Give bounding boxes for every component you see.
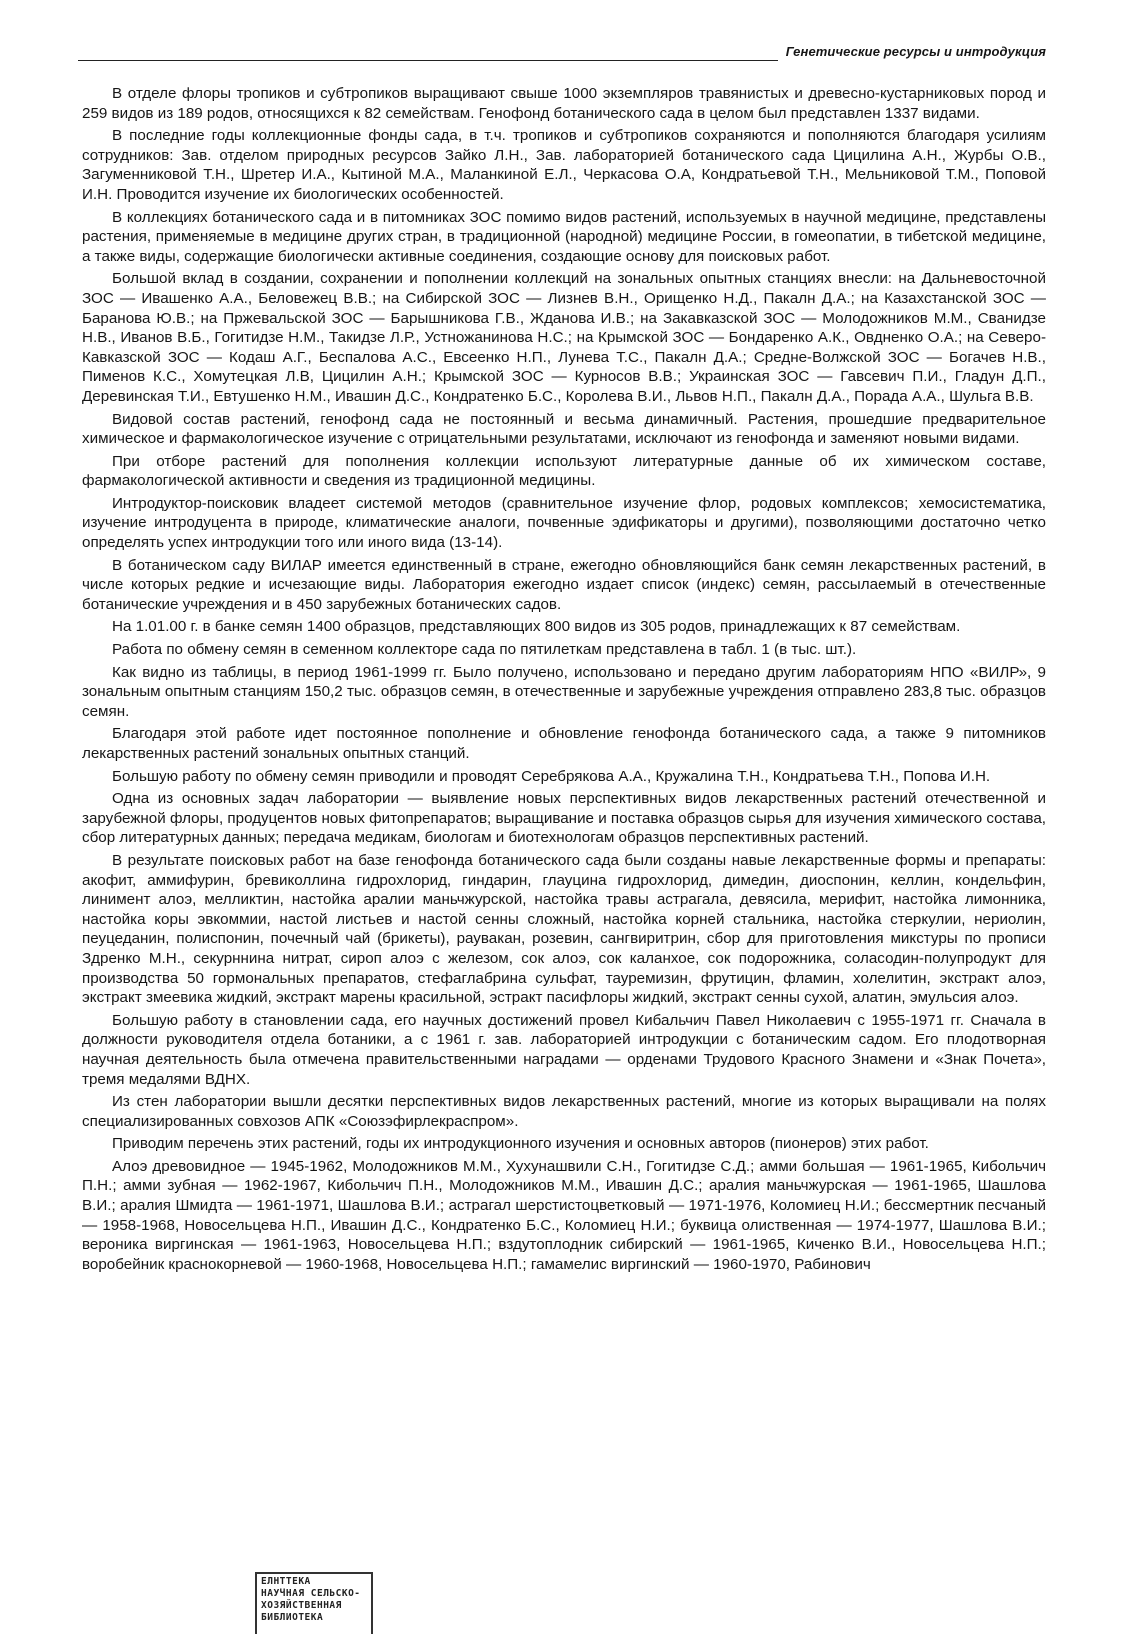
paragraph: Из стен лаборатории вышли десятки перспективных видов лекарственных растений, многие из которых выращивали на полях специализированных совхозов АПК «Союзэфирлекраспром». (82, 1093, 1046, 1130)
paragraph: В отделе флоры тропиков и субтропиков выращивают свыше 1000 экземпляров травянистых и древесно-кустарниковых пород и 259 видов из 189 родов, относящихся к 82 семействам. Генофонд ботанического сада в целом был представлен 1337 видами. (82, 85, 1046, 122)
stamp-line: ХОЗЯЙСТВЕННАЯ (261, 1600, 342, 1611)
document-body (82, 84, 1046, 1277)
paragraph: Как видно из таблицы, в период 1961-1999 гг. Было получено, использовано и передано другим лабораториям НПО «ВИЛР», 9 зональным опытным станциям 150,2 тыс. образцов семян, в отечественные и зарубежные учреждения отправлено 283,8 тыс. образцов семян. (82, 663, 1046, 720)
paragraph: В результате поисковых работ на базе генофонда ботанического сада были созданы навые лекарственные формы и препараты: акофит, аммифурин, бревиколлина гидрохлорид, гиндарин, глауцина гидрохлорид, димедин, диоспонин, келлин, кондельфин, линимент алоэ, мелликтин, настойка аралии маньчжурской, настойка травы астрагала, девясила, мерифит, настойка лимонника, настойка коры эвкоммии, настой листьев и настой сенны сложный, настойка корней стальника, настойка стеркулии, нериолин, пеуцеданин, полиспонин, почечный чай (брикеты), раувакан, розевин, сангвиритрин, сбор для приготовления микстуры по прописи Здренко М.Н., секурннина нитрат, сироп алоэ с железом, сок алоэ, сок каланхое, сок подорожника, соласодин-полупродукт для производства 50 гормональных препаратов, стефаглабрина сульфат, тауремизин, фрутицин, фламин, холелитин, экстракт алоэ, экстракт змеевика жидкий, экстракт марены красильной, эстракт пасифлоры жидкий, экстракт сенны сухой, алатин, эмульсия алоэ. (82, 851, 1046, 1007)
paragraph: Работа по обмену семян в семенном коллекторе сада по пятилеткам представлена в табл. 1 (в тыс. шт.). (112, 641, 857, 659)
paragraph: Благодаря этой работе идет постоянное пополнение и обновление генофонда ботанического сада, а также 9 питомников лекарственных растений зональных опытных станций. (82, 725, 1046, 762)
paragraph: При отборе растений для пополнения коллекции используют литературные данные об их химическом составе, фармакологической активности и сведения из традиционной медицины. (82, 452, 1046, 490)
header-title: Генетические ресурсы и интродукция (785, 44, 1046, 59)
paragraph: Видовой состав растений, генофонд сада не постоянный и весьма динамичный. Растения, прошедшие предварительное химическое и фармакологическое изучение с отрицательными результатами, исключают из генофонда и заменяют новыми видами. (82, 410, 1046, 448)
library-stamp (255, 1572, 373, 1634)
paragraph: Приводим перечень этих растений, годы их интродукционного изучения и основных авторов (пионеров) этих работ. (112, 1135, 929, 1153)
stamp-line: НАУЧНАЯ СЕЛЬСКО- (261, 1588, 361, 1599)
paragraph: Большую работу по обмену семян приводили и проводят Серебрякова А.А., Кружалина Т.Н., Кондратьева Т.Н., Попова И.Н. (112, 767, 991, 785)
paragraph: Алоэ древовидное — 1945-1962, Молодожников М.М., Хухунашвили С.Н., Гогитидзе С.Д.; амми большая — 1961-1965, Кибольчич П.Н.; амми зубная — 1962-1967, Кибольчич П.Н., Молодожников М.М., Ивашин Д.С.; аралия маньчжурская — 1961-1965, Шашлова В.И.; аралия Шмидта — 1961-1971, Шашлова В.И.; астрагал шерстистоцветковый — 1971-1976, Коломиец Н.И.; бессмертник песчаный — 1958-1968, Новосельцева Н.П., Ивашин Д.С., Кондратенко Б.С., Коломиец Н.И.; буквица олиственная — 1974-1977, Шашлова В.И.; вероника виргинская — 1961-1963, Новосельцева Н.П.; вздутоплодник сибирский — 1961-1965, Киченко В.И., Новосельцева Н.П.; воробейник краснокорневой — 1960-1968, Новосельцева Н.П.; гамамелис виргинский — 1960-1970, Рабинович (82, 1157, 1046, 1273)
paragraph: На 1.01.00 г. в банке семян 1400 образцов, представляющих 800 видов из 305 родов, принадлежащих к 87 семействам. (112, 618, 961, 636)
header-rule (78, 60, 778, 61)
running-header (78, 38, 1046, 62)
stamp-line: ЕЛНТТЕКА (261, 1576, 311, 1587)
stamp-line: БИБЛИОТЕКА (261, 1612, 324, 1623)
paragraph: Большой вклад в создании, сохранении и пополнении коллекций на зональных опытных станциях внесли: на Дальневосточной ЗОС — Ивашенко А.А., Беловежец В.В.; на Сибирской ЗОС — Лизнев В.Н., Орищенко Н.Д., Пакалн Д.А.; на Казахстанской ЗОС — Баранова Ю.В.; на Пржевальской ЗОС — Барышникова Г.В., Жданова И.В.; на Закавказской ЗОС — Молодожников М.М., Сванидзе Н.В., Иванов В.Б., Гогитидзе Н.М., Такидзе Л.Р., Устножанинова Н.С.; на Крымской ЗОС — Бондаренко А.К., Овдненко О.А.; на Северо-Кавказской ЗОС — Кодаш А.Г., Беспалова А.С., Евсеенко Н.П., Лунева Т.С., Пакалн Д.А.; Средне-Волжской ЗОС — Богачев Н.В., Пименов К.С., Хомутецкая Л.В, Цицилин А.Н.; Крымской ЗОС — Курносов В.В.; Украинская ЗОС — Гавсевич П.И., Гладун Д.П., Деревинская Т.И., Евтушенко Н.М., Ивашин Д.С., Кондратенко Б.С., Королева В.И., Львов Н.П., Пакалн Д.А., Порада А.А., Шульга В.В. (82, 270, 1046, 405)
paragraph: В последние годы коллекционные фонды сада, в т.ч. тропиков и субтропиков сохраняются и пополняются благодаря усилиям сотрудников: Зав. отделом природных ресурсов Зайко Л.Н., Зав. лабораторией ботанического сада Цицилина А.Н., Журбы О.В., Загуменниковой Т.Н., Шретер И.А., Кытиной М.А., Маланкиной Е.Л., Черкасова О.А, Кондратьевой Т.Н., Мельниковой Т.М., Поповой И.Н. Проводится изучение их биологических особенностей. (82, 127, 1046, 203)
paragraph: Большую работу в становлении сада, его научных достижений провел Кибальчич Павел Николаевич с 1955-1971 гг. Сначала в должности руководителя отдела ботаники, а с 1961 г. зав. лабораторией интродукции с ботаническим садом. Его плодотворная научная деятельность была отмечена правительственными наградами — орденами Трудового Красного Знамени и «Знак Почета», тремя медалями ВДНХ. (82, 1011, 1046, 1088)
paragraph: Одна из основных задач лаборатории — выявление новых перспективных видов лекарственных растений отечественной и зарубежной флоры, продуцентов новых фитопрепаратов; выращивание и поставка образцов сырья для изучения химического состава, сбор литературных данных; передача медикам, биологам и биотехнологам образцов перспективных растений. (82, 790, 1046, 847)
paragraph: Интродуктор-поисковик владеет системой методов (сравнительное изучение флор, родовых комплексов; хемосистематика, изучение интродуцента в природе, климатические аналоги, почвенные эдификаторы и другими), позволяющими достаточно четко определять успех интродукции того или иного вида (13-14). (82, 494, 1046, 552)
paragraph: В коллекциях ботанического сада и в питомниках ЗОС помимо видов растений, используемых в научной медицине, представлены растения, применяемые в медицине других стран, в традиционной (народной) медицине России, в гомеопатии, в тибетской медицине, а также виды, содержащие биологически активные соединения, создающие основу для поисковых работ. (82, 208, 1046, 265)
paragraph: В ботаническом саду ВИЛАР имеется единственный в стране, ежегодно обновляющийся банк семян лекарственных растений, в числе которых редкие и исчезающие виды. Лаборатория ежегодно издает список (индекс) семян, рассылаемый в отечественные ботанические учреждения и в 450 зарубежных ботанических садов. (82, 556, 1046, 613)
